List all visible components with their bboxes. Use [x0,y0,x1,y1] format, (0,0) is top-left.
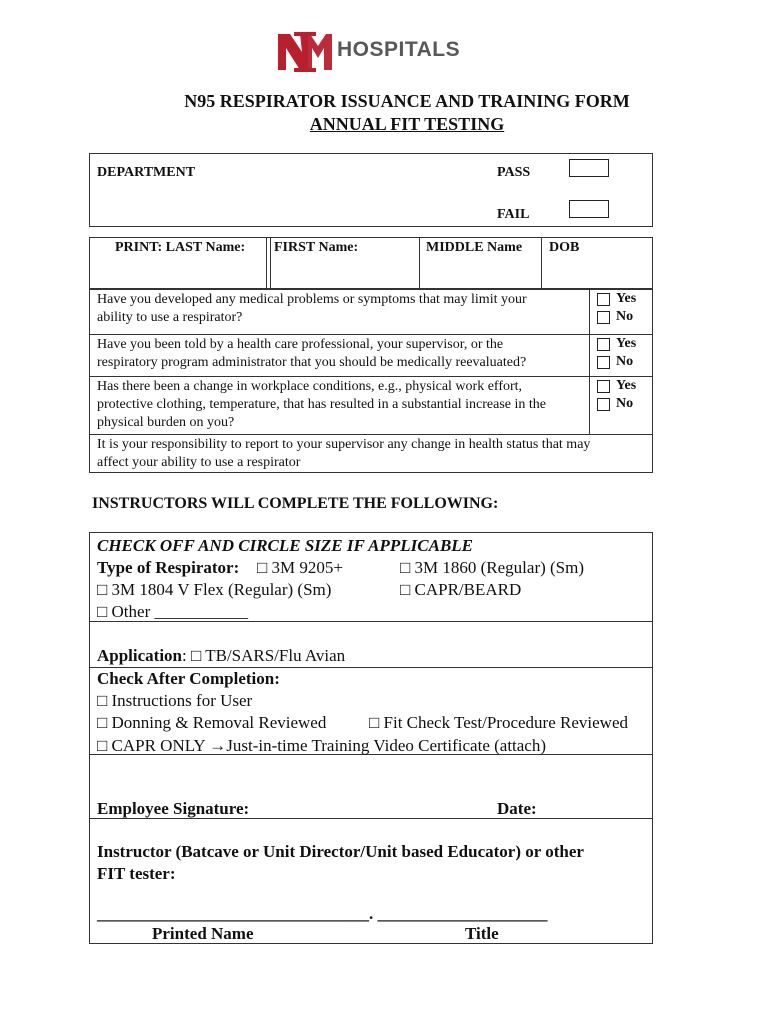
option-3m-1860[interactable]: □ 3M 1860 (Regular) (Sm) [400,558,585,577]
q2-yes-checkbox[interactable] [597,338,610,351]
pass-checkbox[interactable] [569,159,609,177]
q1-yes-label: Yes [616,291,637,306]
dob-label: DOB [549,240,580,255]
title-label: Title [465,924,499,943]
question-3: Has there been a change in workplace conditions, e.g., physical work effort, protective clothing, temperature, that has resulted in a substantial increase in the physical burden on you? [97,379,547,430]
item-donning[interactable]: □ Donning & Removal Reviewed [97,713,327,732]
item-capr[interactable]: □ CAPR ONLY →Just-in-time Training Video Certificate (attach) [97,736,547,755]
first-name-label: FIRST Name: [274,240,359,255]
check-after-heading: Check After Completion: [97,669,280,688]
pass-label: PASS [497,165,531,180]
option-capr-beard[interactable]: □ CAPR/BEARD [400,580,522,599]
fail-checkbox[interactable] [569,200,609,218]
fail-label: FAIL [497,207,530,222]
q1-no-checkbox[interactable] [597,311,610,324]
instructor-label: Instructor (Batcave or Unit Director/Unit based Educator) or other FIT tester: [97,842,584,883]
type-of-respirator-label: Type of Respirator: [97,558,240,577]
q2-yes-label: Yes [616,336,637,351]
check-heading: CHECK OFF AND CIRCLE SIZE IF APPLICABLE [97,536,474,555]
q1-no-label: No [616,309,634,324]
option-3m-1804[interactable]: □ 3M 1804 V Flex (Regular) (Sm) [97,580,332,599]
option-other[interactable]: □ Other ___________ [97,602,248,621]
application-row [97,645,345,667]
q3-yes-checkbox[interactable] [597,380,610,393]
q2-no-label: No [616,354,634,369]
form-title: N95 RESPIRATOR ISSUANCE AND TRAINING FORM [184,91,630,111]
q1-yes-checkbox[interactable] [597,293,610,306]
middle-name-label: MIDDLE Name [426,240,523,255]
date-label: Date: [497,799,537,818]
item-instructions[interactable]: □ Instructions for User [97,691,253,710]
logo-text: HOSPITALS [337,38,461,61]
last-name-label: PRINT: LAST Name: [115,240,246,255]
q3-no-label: No [616,396,634,411]
printed-name-label: Printed Name [152,924,254,943]
unm-logo-mark-icon [276,30,332,74]
q3-no-checkbox[interactable] [597,398,610,411]
application-option[interactable]: : □ TB/SARS/Flu Avian [182,646,346,665]
application-label: Application [97,646,183,665]
question-1: Have you developed any medical problems or symptoms that may limit your ability to use a respirator? [97,292,527,325]
option-3m-9205[interactable]: □ 3M 9205+ [257,558,343,577]
question-2: Have you been told by a health care professional, your supervisor, or the respiratory program administrator that you should be medically reevaluated? [97,337,527,370]
q2-no-checkbox[interactable] [597,356,610,369]
form-subtitle: ANNUAL FIT TESTING [309,114,505,134]
q3-yes-label: Yes [616,378,637,393]
department-label: DEPARTMENT [97,165,196,180]
employee-signature-label: Employee Signature: [97,799,250,818]
responsibility-note: It is your responsibility to report to your supervisor any change in health status that may affect your ability to use a respirator [97,437,591,470]
item-fit-check[interactable]: □ Fit Check Test/Procedure Reviewed [369,713,628,732]
instructors-heading: INSTRUCTORS WILL COMPLETE THE FOLLOWING: [92,495,499,512]
signature-lines: ________________________________. ____________________ [97,904,548,923]
